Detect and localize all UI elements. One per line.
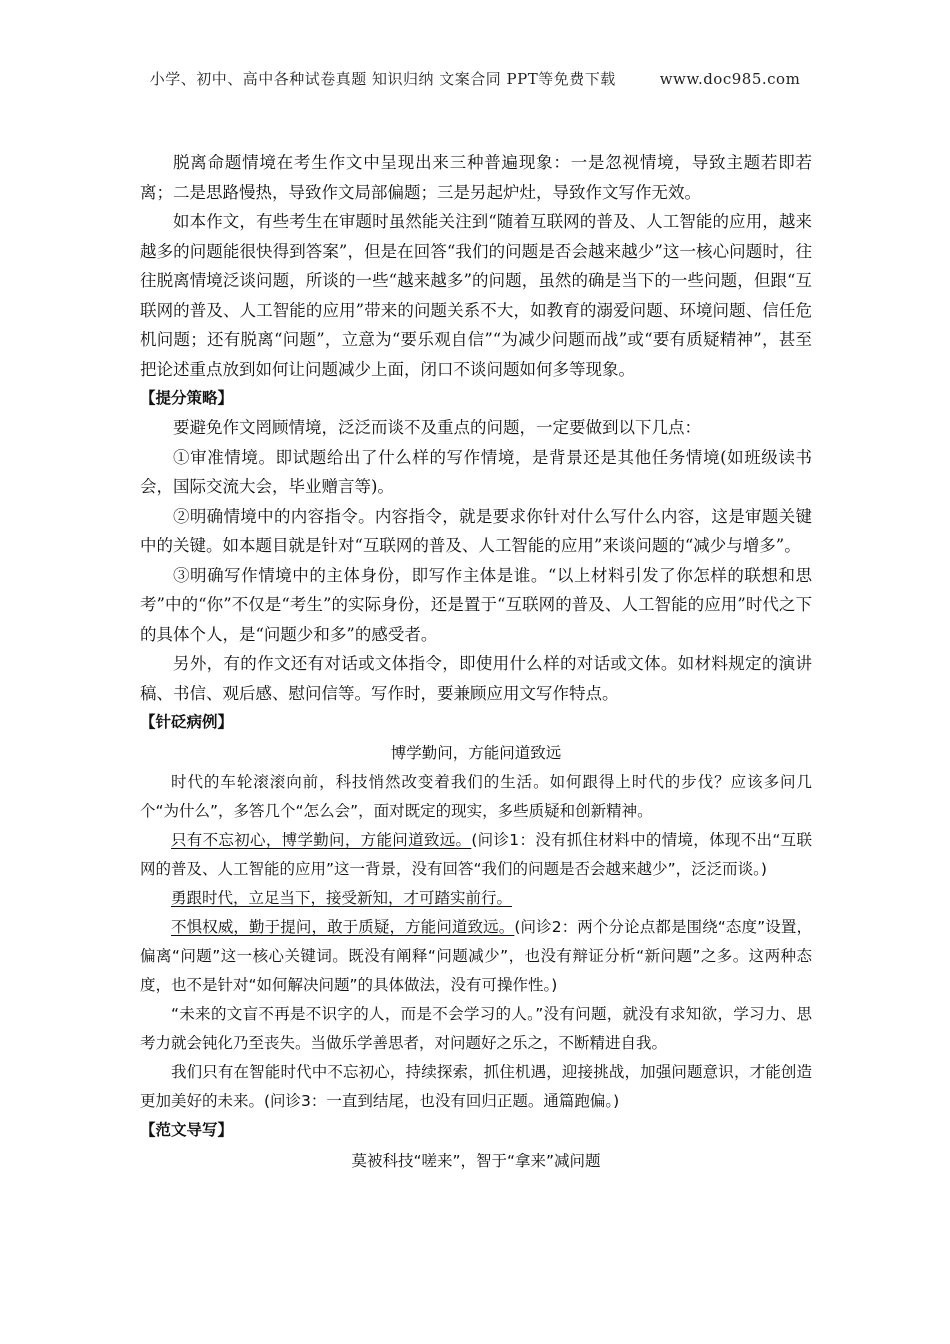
example-essay (140, 739, 812, 1116)
page-header (0, 68, 950, 89)
document-body (140, 148, 812, 1176)
diagnosis-2: (问诊2：两个分论点都是围绕“态度”设置，偏离“问题”这一核心关键词。既没有阐释“问题减少”，也没有辩证分析“新问题”之多。这两种态度，也不是针对“如何解决问题”的具体做法，没有可操作性。) (140, 918, 812, 994)
strategy-item-3: ③明确写作情境中的主体身份，即写作主体是谁。“以上材料引发了你怎样的联想和思考”中的“你”不仅是“考生”的实际身份，还是置于“互联网的普及、人工智能的应用”时代之下的具体个人，是“问题少和多”的感受者。 (140, 565, 812, 644)
model-title: 莫被科技“嗟来”，智于“拿来”减问题 (351, 1152, 601, 1170)
model-essay (140, 1147, 812, 1176)
example-paragraph-1: 时代的车轮滚滚向前，科技悄然改变着我们的生活。如何跟得上时代的步伐？应该多问几个“为什么”，多答几个“怎么会”，面对既定的现实，多些质疑和创新精神。 (140, 773, 812, 820)
strategy-lead: 要避免作文罔顾情境，泛泛而谈不及重点的问题，一定要做到以下几点： (173, 418, 701, 437)
example-point-2-underlined: 不惧权威，勤于提问，敢于质疑，方能问道致远。 (171, 918, 515, 936)
example-paragraph-6: 我们只有在智能时代中不忘初心，持续探索，抓住机遇，迎接挑战，加强问题意识，才能创造更加美好的未来。(问诊3：一直到结尾，也没有回归正题。通篇跑偏。) (140, 1063, 812, 1110)
diagnosis-1: (问诊1：没有抓住材料中的情境，体现不出“互联网的普及、人工智能的应用”这一背景，没有回答“我们的问题是否会越来越少”，泛泛而谈。) (140, 831, 812, 878)
header-url[interactable]: www.doc985.com (659, 70, 801, 88)
example-heading: 【针砭病例】 (140, 713, 234, 731)
strategy-item-1: ①审准情境。即试题给出了什么样的写作情境，是背景还是其他任务情境(如班级读书会，国际交流大会，毕业赠言等)。 (140, 447, 812, 496)
example-title: 博学勤问，方能问道致远 (390, 744, 562, 762)
model-heading: 【范文导写】 (140, 1121, 234, 1139)
strategy-heading: 【提分策略】 (140, 389, 234, 407)
intro-paragraph-2: 如本作文，有些考生在审题时虽然能关注到“随着互联网的普及、人工智能的应用，越来越多的问题能很快得到答案”，但是在回答“我们的问题是否会越来越少”这一核心问题时，往往脱离情境泛谈问题，所谈的一些“越来越多”的问题，虽然的确是当下的一些问题，但跟“互联网的普及、人工智能的应用”带来的问题关系不大，如教育的溺爱问题、环境问题、信任危机问题；还有脱离“问题”，立意为“要乐观自信”“为减少问题而战”或“要有质疑精神”，甚至把论述重点放到如何让问题减少上面，闭口不谈问题如何多等现象。 (140, 212, 812, 379)
intro-paragraph-1: 脱离命题情境在考生作文中呈现出来三种普遍现象：一是忽视情境，导致主题若即若离；二是思路慢热，导致作文局部偏题；三是另起炉灶，导致作文写作无效。 (140, 153, 812, 202)
strategy-extra: 另外，有的作文还有对话或文体指令，即使用什么样的对话或文体。如材料规定的演讲稿、书信、观后感、慰问信等。写作时，要兼顾应用文写作特点。 (140, 654, 812, 703)
header-text: 小学、初中、高中各种试卷真题 知识归纳 文案合同 PPT等免费下载 (149, 70, 616, 88)
example-paragraph-3 (140, 884, 812, 913)
example-paragraph-2 (140, 826, 812, 884)
example-paragraph-4 (140, 913, 812, 1000)
example-thesis-underlined: 只有不忘初心，博学勤问，方能问道致远。 (171, 831, 472, 849)
example-paragraph-5: “未来的文盲不再是不识字的人，而是不会学习的人。”没有问题，就没有求知欲，学习力、思考力就会钝化乃至丧失。当做乐学善思者，对问题好之乐之，不断精进自我。 (140, 1005, 812, 1052)
strategy-item-2: ②明确情境中的内容指令。内容指令，就是要求你针对什么写什么内容，这是审题关键中的关键。如本题目就是针对“互联网的普及、人工智能的应用”来谈问题的“减少与增多”。 (140, 506, 812, 555)
example-point-1-underlined: 勇跟时代，立足当下，接受新知，才可踏实前行。 (171, 889, 513, 907)
